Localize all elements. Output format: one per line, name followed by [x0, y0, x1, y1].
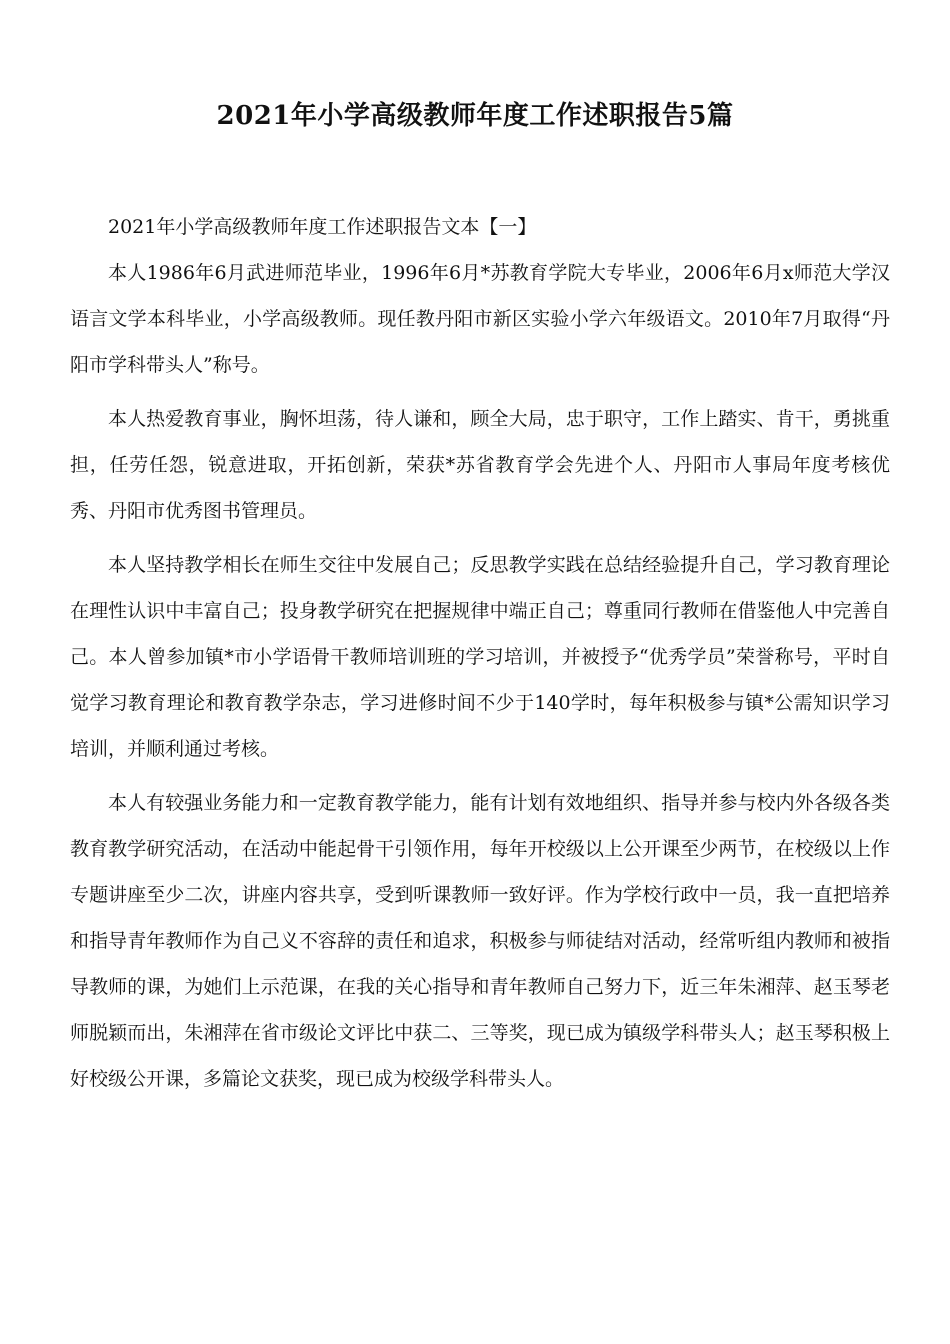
document-body — [70, 204, 890, 1110]
document-title: 2021年小学高级教师年度工作述职报告5篇 — [216, 101, 734, 131]
paragraph-teaching-ability: 本人有较强业务能力和一定教育教学能力，能有计划有效地组织、指导并参与校内外各级各类教育教学研究活动，在活动中能起骨干引领作用，每年开校级以上公开课至少两节，在校级以上作专题讲座至少二次，讲座内容共享，受到听课教师一致好评。作为学校行政中一员，我一直把培养和指导青年教师作为自己义不容辞的责任和追求，积极参与师徒结对活动，经常听组内教师和被指导教师的课，为她们上示范课，在我的关心指导和青年教师自己努力下，近三年朱湘萍、赵玉琴老师脱颖而出，朱湘萍在省市级论文评比中获二、三等奖，现已成为镇级学科带头人；赵玉琴积极上好校级公开课，多篇论文获奖，现已成为校级学科带头人。 — [70, 792, 890, 1090]
paragraph-education: 本人1986年6月武进师范毕业，1996年6月*苏教育学院大专毕业，2006年6月x师范大学汉语言文学本科毕业，小学高级教师。现任教丹阳市新区实验小学六年级语文。2010年7月取得“丹阳市学科带头人”称号。 — [70, 262, 890, 376]
paragraph-learning: 本人坚持教学相长在师生交往中发展自己；反思教学实践在总结经验提升自己，学习教育理论在理性认识中丰富自己；投身教学研究在把握规律中端正自己；尊重同行教师在借鉴他人中完善自己。本人曾参加镇*市小学语骨干教师培训班的学习培训，并被授予“优秀学员”荣誉称号，平时自觉学习教育理论和教育教学杂志，学习进修时间不少于140学时，每年积极参与镇*公需知识学习培训，并顺利通过考核。 — [70, 554, 890, 760]
section-heading: 2021年小学高级教师年度工作述职报告文本【一】 — [108, 216, 537, 238]
paragraph-attitude: 本人热爱教育事业，胸怀坦荡，待人谦和，顾全大局，忠于职守，工作上踏实、肯干，勇挑重担，任劳任怨，锐意进取，开拓创新，荣获*苏省教育学会先进个人、丹阳市人事局年度考核优秀、丹阳市优秀图书管理员。 — [70, 408, 890, 522]
